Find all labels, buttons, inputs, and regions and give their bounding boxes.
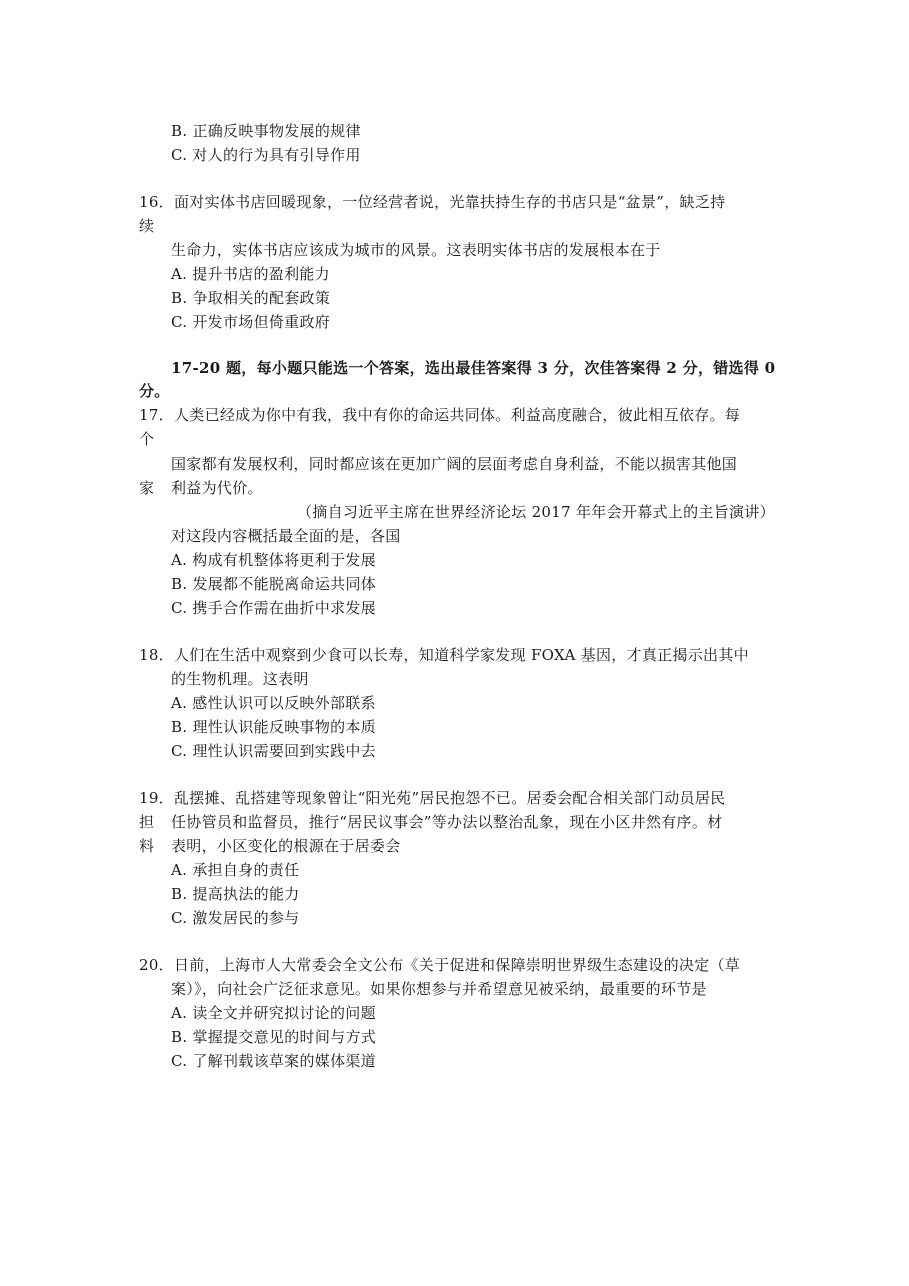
q18-option-b: B. 理性认识能反映事物的本质 <box>171 718 377 736</box>
q17-source-citation: （摘自习近平主席在世界经济论坛 2017 年年会开幕式上的主旨演讲） <box>297 503 775 521</box>
q17-option-c: C. 携手合作需在曲折中求发展 <box>171 599 376 617</box>
q16-option-c: C. 开发市场但倚重政府 <box>171 313 331 331</box>
q20-option-a: A. 读全文并研究拟讨论的问题 <box>171 1004 376 1022</box>
section-instruction-line2: 分。 <box>139 382 170 400</box>
q19-option-c: C. 激发居民的参与 <box>171 909 300 927</box>
q20-stem-line1: 20．日前，上海市人大常委会全文公布《关于促进和保障崇明世界级生态建设的决定（草 <box>139 956 741 974</box>
q17-wrap-char-1: 个 <box>139 430 155 448</box>
q17-prompt: 对这段内容概括最全面的是，各国 <box>171 527 401 545</box>
q16-wrap-char: 续 <box>139 217 155 235</box>
q20-option-c: C. 了解刊载该草案的媒体渠道 <box>171 1052 376 1070</box>
q16-option-b: B. 争取相关的配套政策 <box>171 289 331 307</box>
q17-stem-line3: 利益为代价。 <box>171 479 263 497</box>
q19-stem-line2: 任协管员和监督员，推行“居民议事会”等办法以整治乱象，现在小区井然有序。材 <box>171 813 723 831</box>
q16-stem-line1: 16．面对实体书店回暖现象，一位经营者说，光靠扶持生存的书店只是“盆景”，缺乏持 <box>139 193 726 211</box>
q20-option-b: B. 掌握提交意见的时间与方式 <box>171 1028 377 1046</box>
q15-option-c: C. 对人的行为具有引导作用 <box>171 146 361 164</box>
q17-option-b: B. 发展都不能脱离命运共同体 <box>171 575 377 593</box>
q17-stem-line2: 国家都有发展权利，同时都应该在更加广阔的层面考虑自身利益，不能以损害其他国 <box>171 455 738 473</box>
q18-option-a: A. 感性认识可以反映外部联系 <box>171 694 376 712</box>
q19-wrap-char-2: 料 <box>139 837 155 855</box>
q18-option-c: C. 理性认识需要回到实践中去 <box>171 742 376 760</box>
q20-stem-line2: 案）》，向社会广泛征求意见。如果你想参与并希望意见被采纳，最重要的环节是 <box>171 980 707 998</box>
section-instruction-line1: 17-20 题，每小题只能选一个答案，选出最佳答案得 3 分，次佳答案得 2 分，错选得 0 <box>171 359 776 377</box>
q18-stem-line1: 18．人们在生活中观察到少食可以长寿，知道科学家发现 FOXA 基因，才真正揭示出其中 <box>139 646 749 664</box>
q19-stem-line1: 19．乱摆摊、乱搭建等现象曾让“阳光苑”居民抱怨不已。居委会配合相关部门动员居民 <box>139 789 726 807</box>
q16-option-a: A. 提升书店的盈利能力 <box>171 265 330 283</box>
q19-stem-line3: 表明，小区变化的根源在于居委会 <box>171 837 401 855</box>
q19-option-a: A. 承担自身的责任 <box>171 861 300 879</box>
q15-option-b: B. 正确反映事物发展的规律 <box>171 122 361 140</box>
q17-option-a: A. 构成有机整体将更利于发展 <box>171 551 376 569</box>
q19-option-b: B. 提高执法的能力 <box>171 885 300 903</box>
q18-stem-line2: 的生物机理。这表明 <box>171 670 309 688</box>
q17-wrap-char-2: 家 <box>139 479 155 497</box>
q16-stem-line2: 生命力，实体书店应该成为城市的风景。这表明实体书店的发展根本在于 <box>171 241 661 259</box>
q19-wrap-char-1: 担 <box>139 813 155 831</box>
q17-stem-line1: 17．人类已经成为你中有我，我中有你的命运共同体。利益高度融合，彼此相互依存。每 <box>139 406 741 424</box>
